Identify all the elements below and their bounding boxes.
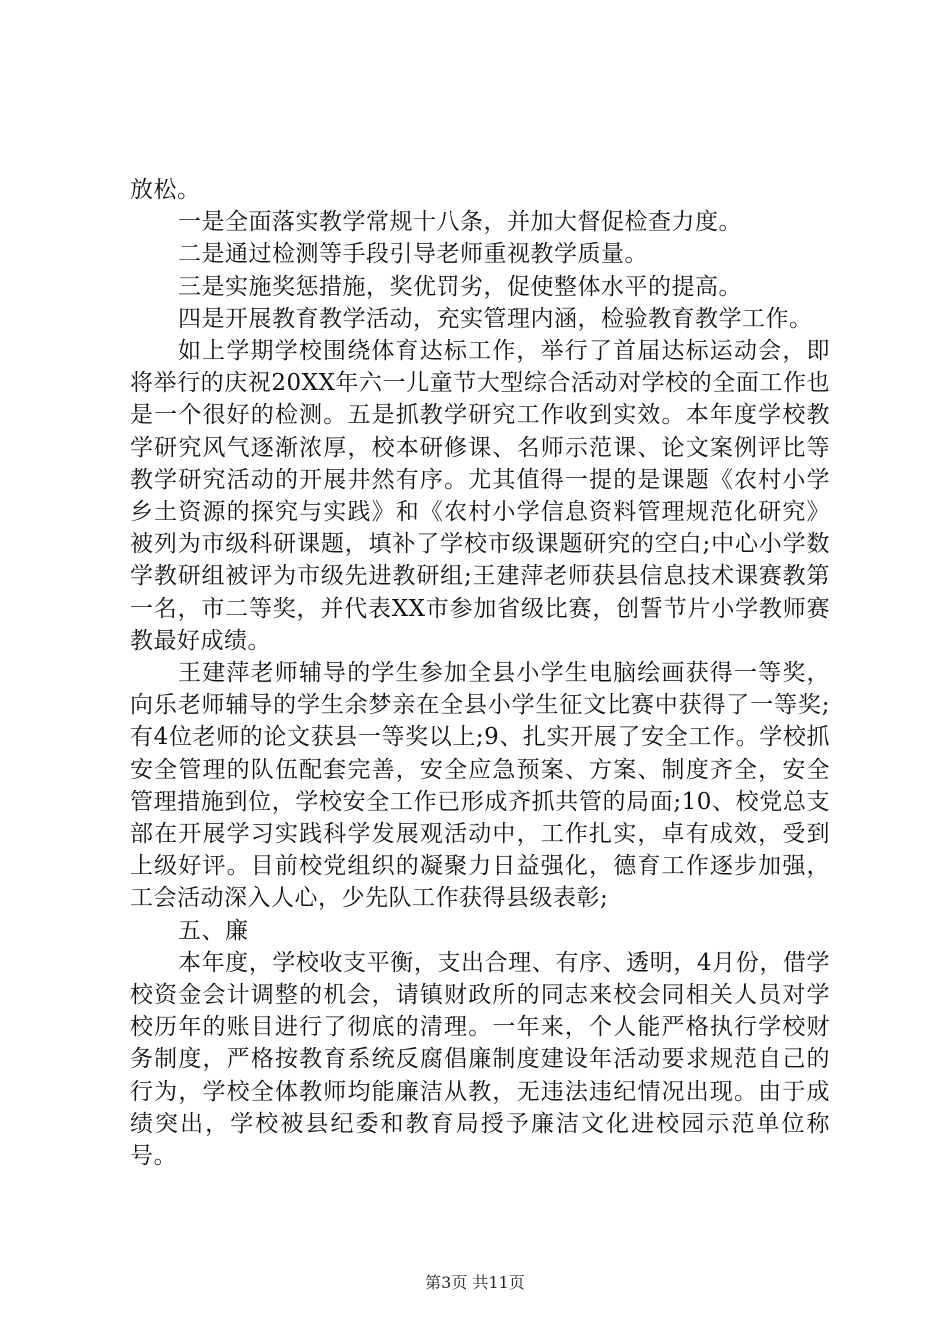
- paragraph-item-three: 三是实施奖惩措施，奖优罚劣，促使整体水平的提高。: [178, 273, 742, 300]
- paragraph-item-two: 二是通过检测等手段引导老师重视教学质量。: [178, 241, 648, 268]
- paragraph-continuation: 放松。: [130, 177, 201, 203]
- paragraph-finance: 本年度，学校收支平衡，支出合理、有序、透明，4月份，借学校资金会计调整的机会，请镇财政所的同志来校会同相关人员对学校历年的账目进行了彻底的清理。一年来，个人能严格执行学校财务制度，严格按教育系统反腐倡廉制度建设年活动要求规范自己的行为，学校全体教师均能廉洁从教，无违法违纪情况出现。由于成绩突出，学校被县纪委和教育局授予廉洁文化进校园示范单位称号。: [130, 949, 830, 1170]
- paragraph-activities: 如上学期学校围绕体育达标工作，举行了首届达标运动会，即将举行的庆祝20XX年六一儿童节大型综合活动对学校的全面工作也是一个很好的检测。五是抓教学研究工作收到实效。本年度学校教学研究风气逐渐浓厚，校本研修课、名师示范课、论文案例评比等教学研究活动的开展井然有序。尤其值得一提的是课题《农村小学乡土资源的探究与实践》和《农村小学信息资料管理规范化研究》被列为市级科研课题，填补了学校市级课题研究的空白;中心小学数学教研组被评为市级先进教研组;王建萍老师获县信息技术课赛教第一名，市二等奖，并代表XX市参加省级比赛，创誓节片小学教师赛教最好成绩。: [130, 338, 830, 654]
- paragraph-awards: 王建萍老师辅导的学生参加全县小学生电脑绘画获得一等奖，向乐老师辅导的学生余梦亲在全县小学生征文比赛中获得了一等奖;有4位老师的论文获县一等奖以上;9、扎实开展了安全工作。学校抓安全管理的队伍配套完善，安全应急预案、方案、制度齐全，安全管理措施到位，学校安全工作已形成齐抓共管的局面;10、校党总支部在开展学习实践科学发展观活动中，工作扎实，卓有成效，受到上级好评。目前校党组织的凝聚力日益强化，德育工作逐步加强，工会活动深入人心，少先队工作获得县级表彰;: [130, 660, 830, 912]
- paragraph-item-one: 一是全面落实教学常规十八条，并加大督促检查力度。: [178, 209, 742, 236]
- section-heading-lian: 五、廉: [178, 917, 249, 944]
- paragraph-item-four: 四是开展教育教学活动，充实管理内涵，检验教育教学工作。: [178, 305, 813, 332]
- document-body: [130, 174, 830, 1172]
- page-number: 第3页 共11页: [425, 1273, 525, 1292]
